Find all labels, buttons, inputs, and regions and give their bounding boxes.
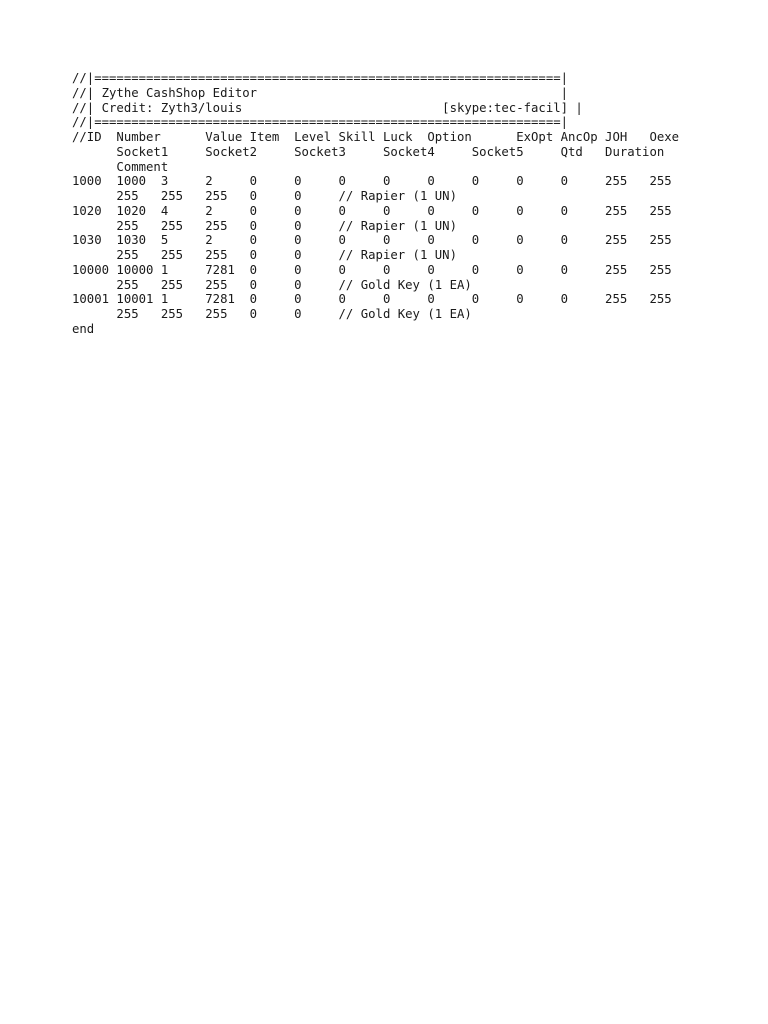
end-marker: end: [72, 321, 95, 336]
record-line: 255 255 255 0 0 // Gold Key (1 EA): [72, 307, 472, 321]
text-document: [72, 71, 762, 337]
header-border-top: //|===============================================================|: [72, 71, 569, 85]
record-line: 1000 1000 3 2 0 0 0 0 0 0 0 0 255 255: [72, 174, 672, 189]
record-line: 1030 1030 5 2 0 0 0 0 0 0 0 0 255 255: [72, 233, 672, 248]
column-header-row-3: Comment: [72, 159, 169, 174]
record-line: 255 255 255 0 0 // Rapier (1 UN): [72, 189, 457, 203]
record-line: 10000 10000 1 7281 0 0 0 0 0 0 0 0 255 255: [72, 262, 672, 277]
column-header-row-1: //ID Number Value Item Level Skill Luck Option ExOpt AncOp JOH Oexe: [72, 130, 680, 144]
record-line: 255 255 255 0 0 // Rapier (1 UN): [72, 218, 457, 233]
header-border-bottom: //|===============================================================|: [72, 115, 569, 130]
column-header-row-2: Socket1 Socket2 Socket3 Socket4 Socket5 Qtd Duration: [72, 144, 665, 159]
record-line: 255 255 255 0 0 // Rapier (1 UN): [72, 248, 457, 262]
header-title: //| Zythe CashShop Editor |: [72, 85, 569, 100]
record-line: 255 255 255 0 0 // Gold Key (1 EA): [72, 277, 472, 292]
record-line: 10001 10001 1 7281 0 0 0 0 0 0 0 0 255 255: [72, 292, 672, 307]
record-line: 1020 1020 4 2 0 0 0 0 0 0 0 0 255 255: [72, 203, 672, 218]
header-credit: //| Credit: Zyth3/louis [skype:tec-facil] |: [72, 100, 583, 115]
